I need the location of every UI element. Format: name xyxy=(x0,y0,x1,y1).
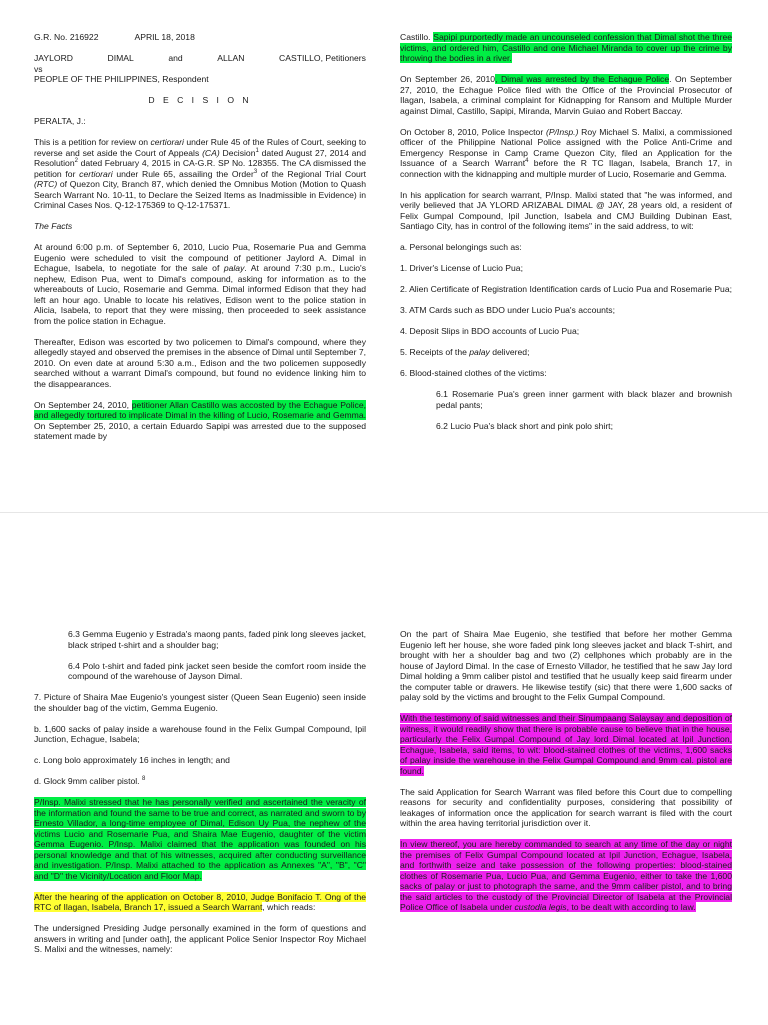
footnote-mark: 1 xyxy=(255,147,259,154)
right-column xyxy=(400,629,732,923)
paragraph: On October 8, 2010, Police Inspector (P/Insp.) Roy Michael S. Malixi, a commissioned officer of the Philippine National Police assigned with the Police Anti-Crime and Emergency Response in Camp Crame Quezon City, filed an Application for the Issuance of a Search Warrant$^4$ before the R TC Ilagan, Isabela, Branch 17, in connection with the kidnapping and multiple murder of Lucio, Rosemarie and Gemma. xyxy=(400,126,732,179)
list-item: c. Long bolo approximately 16 inches in length; and xyxy=(34,755,230,765)
highlight-magenta: custodia legis xyxy=(514,902,567,912)
footnote-mark: 2 xyxy=(74,158,78,165)
list-item: 6.4 Polo t-shirt and faded pink jacket seen beside the comfort room inside the compound of the warehouse of Jayson Dimal. xyxy=(68,660,366,681)
paragraph: On September 26, 2010, Dimal was arrested by the Echague Police. On September 27, 2010, the Echague Police filed with the Office of the Provincial Prosecutor of Ilagan, Isabela, a criminal complaint for Kidnapping for Ransom and Multiple Murder against Dimal, Castillo, Sapipi, Miranda, Marvin Guiao and Robert Baccay. xyxy=(400,74,732,116)
list-item: d. Glock 9mm caliber pistol. $^8$ xyxy=(34,776,146,786)
footnote-mark: 4 xyxy=(525,158,529,165)
left-column xyxy=(34,629,366,965)
paragraph: At around 6:00 p.m. of September 6, 2010, Lucio Pua, Rosemarie Pua and Gemma Eugenio were scheduled to visit the compound of petitioner Jaylord A. Dimal in Echague, Isabela, to negotiate for the sale of palay. At around 7:30 p.m., Lucio's nephew, Edison Pua, went to Dimal's compound, asking for information as to the whereabouts of Lucio, Rosemarie and Gemma. Dimal informed Edison that they had left an hour ago. Unable to locate his relatives, Edison went to the police station in Alicia, Isabela, to report that they were missing, then proceeded to seek assistance from the police station in Echague. xyxy=(34,242,366,326)
paragraph: Thereafter, Edison was escorted by two policemen to Dimal's compound, where they allegedly stayed and observed the premises in the absence of Dimal until September 7, 2010. On even date at around 5:30 a.m., Edison and the two policemen supposedly searched without a warrant Dimal's compound, but found no evidence linking him to the disappearances. xyxy=(34,336,367,389)
paragraph: The said Application for Search Warrant was filed before this Court due to compelling reasons for security and confidentiality purposes, considering that possibility of leakages of information once the application for search warrant is filed with the court within the area having territorial jurisdiction over it. xyxy=(400,786,732,828)
paragraph xyxy=(400,839,732,913)
list-item: 5. Receipts of the palay delivered; xyxy=(400,347,530,357)
ponente: PERALTA, J.: xyxy=(34,116,86,126)
document-page-2 xyxy=(0,512,768,1025)
list-item: 6. Blood-stained clothes of the victims: xyxy=(400,368,547,378)
highlight-green: Edison Uy Pua, the nephew of the victims Lucio and Rosemarie Pua, and Shaira Mae Eugenio, daughter of the victim Gemma Eugenio. xyxy=(34,818,366,849)
highlight-green: P/Insp. Malixi stressed that he has personally verified and ascertained the veracity of the information and found the same to be true and correct, as narrated and sworn to by Ernesto Villador, a long-time employee of Dimal, xyxy=(34,797,366,828)
paragraph: On September 24, 2010, petitioner Allan Castillo was accosted by the Echague Police, and allegedly tortured to implicate Dimal in the killing of Lucio, Rosemarie and Gemma. On September 25, 2010, a certain Eduardo Sapipi was arrested due to the supposed statement made by xyxy=(34,399,366,441)
decision-heading: D E C I S I O N xyxy=(148,95,252,105)
paragraph: After the hearing of the application on October 8, 2010, Judge Bonifacio T. Ong of the RTC of Ilagan, Isabela, Branch 17, issued a Search Warrant, which reads: xyxy=(34,891,366,912)
document-page-1 xyxy=(0,0,768,512)
highlight-yellow: After the hearing of the application on October 8, 2010, Judge Bonifacio T. Ong of the RTC of Ilagan, Isabela, Branch 17, issued a Search Warrant xyxy=(34,891,366,912)
highlight-green: petitioner Allan Castillo was accosted by the Echague Police, and allegedly tortured to implicate Dimal in the killing of Lucio, Rosemarie and Gemma. xyxy=(34,399,366,420)
paragraph: This is a petition for review on certiorari under Rule 45 of the Rules of Court, seeking to reverse and set aside the Court of Appeals (CA) Decision$^1$ dated August 27, 2014 and Resolution$^2$ dated February 4, 2015 in CA-G.R. SP No. 128355. The CA dismissed the petition for certiorari under Rule 65, assailing the Order$^3$ of the Regional Trial Court (RTC) of Quezon City, Branch 87, which denied the Omnibus Motion (Motion to Quash Search Warrant No. 10-11, to Declare the Seized Items as Inadmissible in Evidence) in Criminal Cases Nos. Q-12-175369 to Q-12-175371. xyxy=(34,137,367,210)
case-header xyxy=(34,32,366,43)
list-item: 6.3 Gemma Eugenio y Estrada's maong pants, faded pink long sleeves jacket, black striped t-shirt and a shoulder bag; xyxy=(68,629,366,650)
gr-number: G.R. No. 216922 xyxy=(34,32,99,42)
list-item: a. Personal belongings such as: xyxy=(400,242,522,252)
list-item: 3. ATM Cards such as BDO under Lucio Pua's accounts; xyxy=(400,305,615,315)
paragraph: In his application for search warrant, P/Insp. Malixi stated that "he was informed, and verily believed that JA YLORD ARIZABAL DIMAL @ JAY, 28 years old, a resident of Felix Gumpal Compound, Ipil Junction, Isabela and CMJ Building Dubinan East, Santiago City, has in control of the following items" in the said address, to wit: xyxy=(400,189,732,231)
right-column xyxy=(400,32,732,442)
petitioners-line: JAYLORD DIMAL and ALLAN CASTILLO, Petitioners xyxy=(34,53,366,63)
footnote-mark: 3 xyxy=(253,168,258,175)
list-item: b. 1,600 sacks of palay inside a warehouse found in the Felix Gumpal Compound, Ipil Junction, Echague, Isabela; xyxy=(34,723,366,744)
highlight-green: Sapipi purportedly made an uncounseled confession that Dimal shot the three victims, and ordered him, Castillo and one Michael Miranda to cover up the crime by throwing the bodies in a river. xyxy=(400,32,733,63)
section-heading-facts: The Facts xyxy=(34,221,73,231)
left-column xyxy=(34,32,366,452)
respondent-line: PEOPLE OF THE PHILIPPINES, Respondent xyxy=(34,74,209,84)
highlight-green: , Dimal was arrested by the Echague Police xyxy=(495,74,670,84)
decision-date: APRIL 18, 2018 xyxy=(134,32,195,42)
paragraph: Castillo. Sapipi purportedly made an uncounseled confession that Dimal shot the three victims, and ordered him, Castillo and one Michael Miranda to cover up the crime by throwing the bodies in a river. xyxy=(400,32,733,63)
list-item: 6.1 Rosemarie Pua's green inner garment with black blazer and brownish pedal pants; xyxy=(436,389,732,410)
paragraph: On the part of Shaira Mae Eugenio, she testified that before her mother Gemma Eugenio left her house, she wore faded pink long sleeves jacket and black T-shirt, and brought with her a shoulder bag and two (2) cellphones which probably are in the house of Jaylord Dimal. In the case of Ernesto Villador, he testified that he saw Jay lord Dimal holding a 9mm caliber pistol and testified that he usually keep said firearm under the computer table or drawers. He likewise testify (sic) that there were 1,600 sacks of palay sold by the victims and brought to the Felix Gumpal Compound. xyxy=(400,629,732,702)
paragraph: The undersigned Presiding Judge personally examined in the form of questions and answers in writing and [under oath], the applicant Police Senior Inspector Roy Michael S. Malixi and the witnesses, namely: xyxy=(34,923,366,954)
list-item: 4. Deposit Slips in BDO accounts of Lucio Pua; xyxy=(400,326,580,336)
highlight-green: P/Insp. Malixi claimed that the application was founded on his personal knowledge and that of his witnesses, acquired after conducting surveillance and investigation. P/Insp. Malixi attached to the application as Annexes "A", "B", "C" and "D" the Vicinity/Location and Floor Map. xyxy=(34,839,366,881)
list-item: 7. Picture of Shaira Mae Eugenio's youngest sister (Queen Sean Eugenio) seen inside the shoulder bag of the victim, Gemma Eugenio. xyxy=(34,692,366,713)
highlight-magenta: , to be dealt with according to law. xyxy=(566,902,696,912)
list-item: 2. Alien Certificate of Registration Identification cards of Lucio Pua and Rosemarie Pua; xyxy=(400,284,732,294)
list-item: 1. Driver's License of Lucio Pua; xyxy=(400,263,523,273)
paragraph xyxy=(34,797,366,881)
highlight-magenta: In view thereof, you are hereby commanded to search at any time of the day or night the premises of Felix Gumpal Compound located at Ipil Junction, Echague, Isabela, and forthwith seize and take possession of the following properties: blood-stained clothes of Rosemarie Pua, Lucio Pua, and Gemma Eugenio, either to take the 1,600 sacks of palay or just to photograph the same, and the 9mm caliber pistol, and to bring the said articles to the custody of the Provincial Director of Isabela at the Provincial Police Office of Isabela under xyxy=(400,839,732,912)
paragraph xyxy=(400,713,732,776)
list-item: 6.2 Lucio Pua's black short and pink polo shirt; xyxy=(436,420,613,431)
highlight-magenta: With the testimony of said witnesses and their Sinumpaang Salaysay and deposition of witness, it would readily show that there is probable cause to believe that in the house, particularly the Felix Gumpal Compound of Jay lord Dimal located at Ipil Junction, Echague, Isabela, said items, to wit: blood-stained clothes of the victims, 1,600 sacks of palay inside the warehouse in the Felix Gumpal Compound and 9mm cal. pistol are found. xyxy=(400,713,732,776)
versus: vs xyxy=(34,63,43,74)
footnote-mark: 8 xyxy=(141,776,146,783)
